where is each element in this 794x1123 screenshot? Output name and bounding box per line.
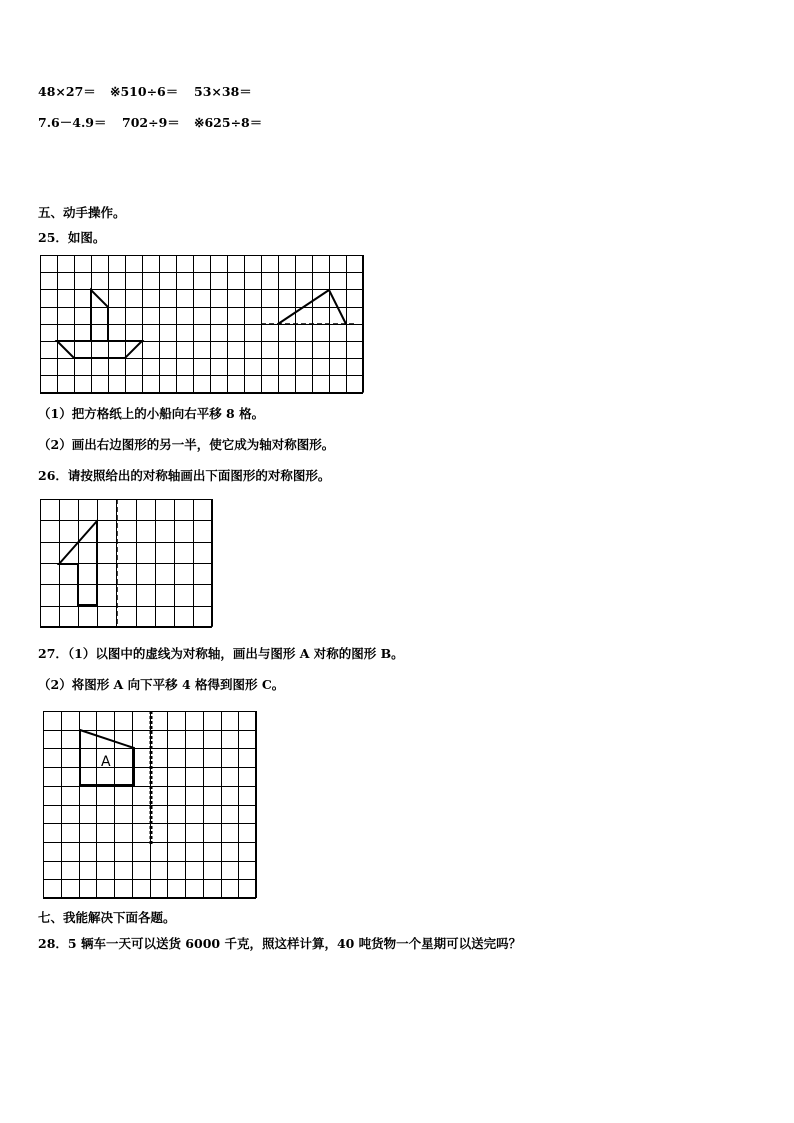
calc-row-2	[38, 115, 262, 131]
calc-item: 53×38＝	[194, 84, 252, 99]
q28-title: 28．5 辆车一天可以送货 6000 千克，照这样计算，40 吨货物一个星期可以送完吗？	[38, 936, 522, 951]
q25-part2: （2）画出右边图形的另一半，使它成为轴对称图形。	[38, 437, 335, 452]
q25-part1: （1）把方格纸上的小船向右平移 8 格。	[38, 406, 265, 421]
q27-grid-figure	[43, 711, 258, 901]
q27-title: 27．（1）以图中的虚线为对称轴，画出与图形 A 对称的图形 B。	[38, 646, 404, 661]
calc-item: ※625÷8＝	[194, 115, 263, 130]
q26-grid-figure	[40, 499, 214, 629]
q26-title: 26．请按照给出的对称轴画出下面图形的对称图形。	[38, 468, 331, 483]
calc-item: 7.6－4.9＝	[38, 115, 107, 130]
q25-grid-figure	[40, 255, 366, 396]
q27-part2: （2）将图形 A 向下平移 4 格得到图形 C。	[38, 677, 285, 692]
calc-row-1	[38, 84, 252, 100]
section-heading-5: 五、动手操作。	[38, 205, 126, 220]
shape-a-label: A	[101, 754, 111, 770]
calc-item: 48×27＝	[38, 84, 96, 99]
calc-item: 702÷9＝	[122, 115, 180, 130]
boat-sail	[91, 290, 108, 341]
calc-item: ※510÷6＝	[110, 84, 179, 99]
q25-title: 25．如图。	[38, 230, 106, 245]
boat-hull	[57, 341, 142, 358]
section-heading-7: 七、我能解决下面各题。	[38, 910, 176, 925]
